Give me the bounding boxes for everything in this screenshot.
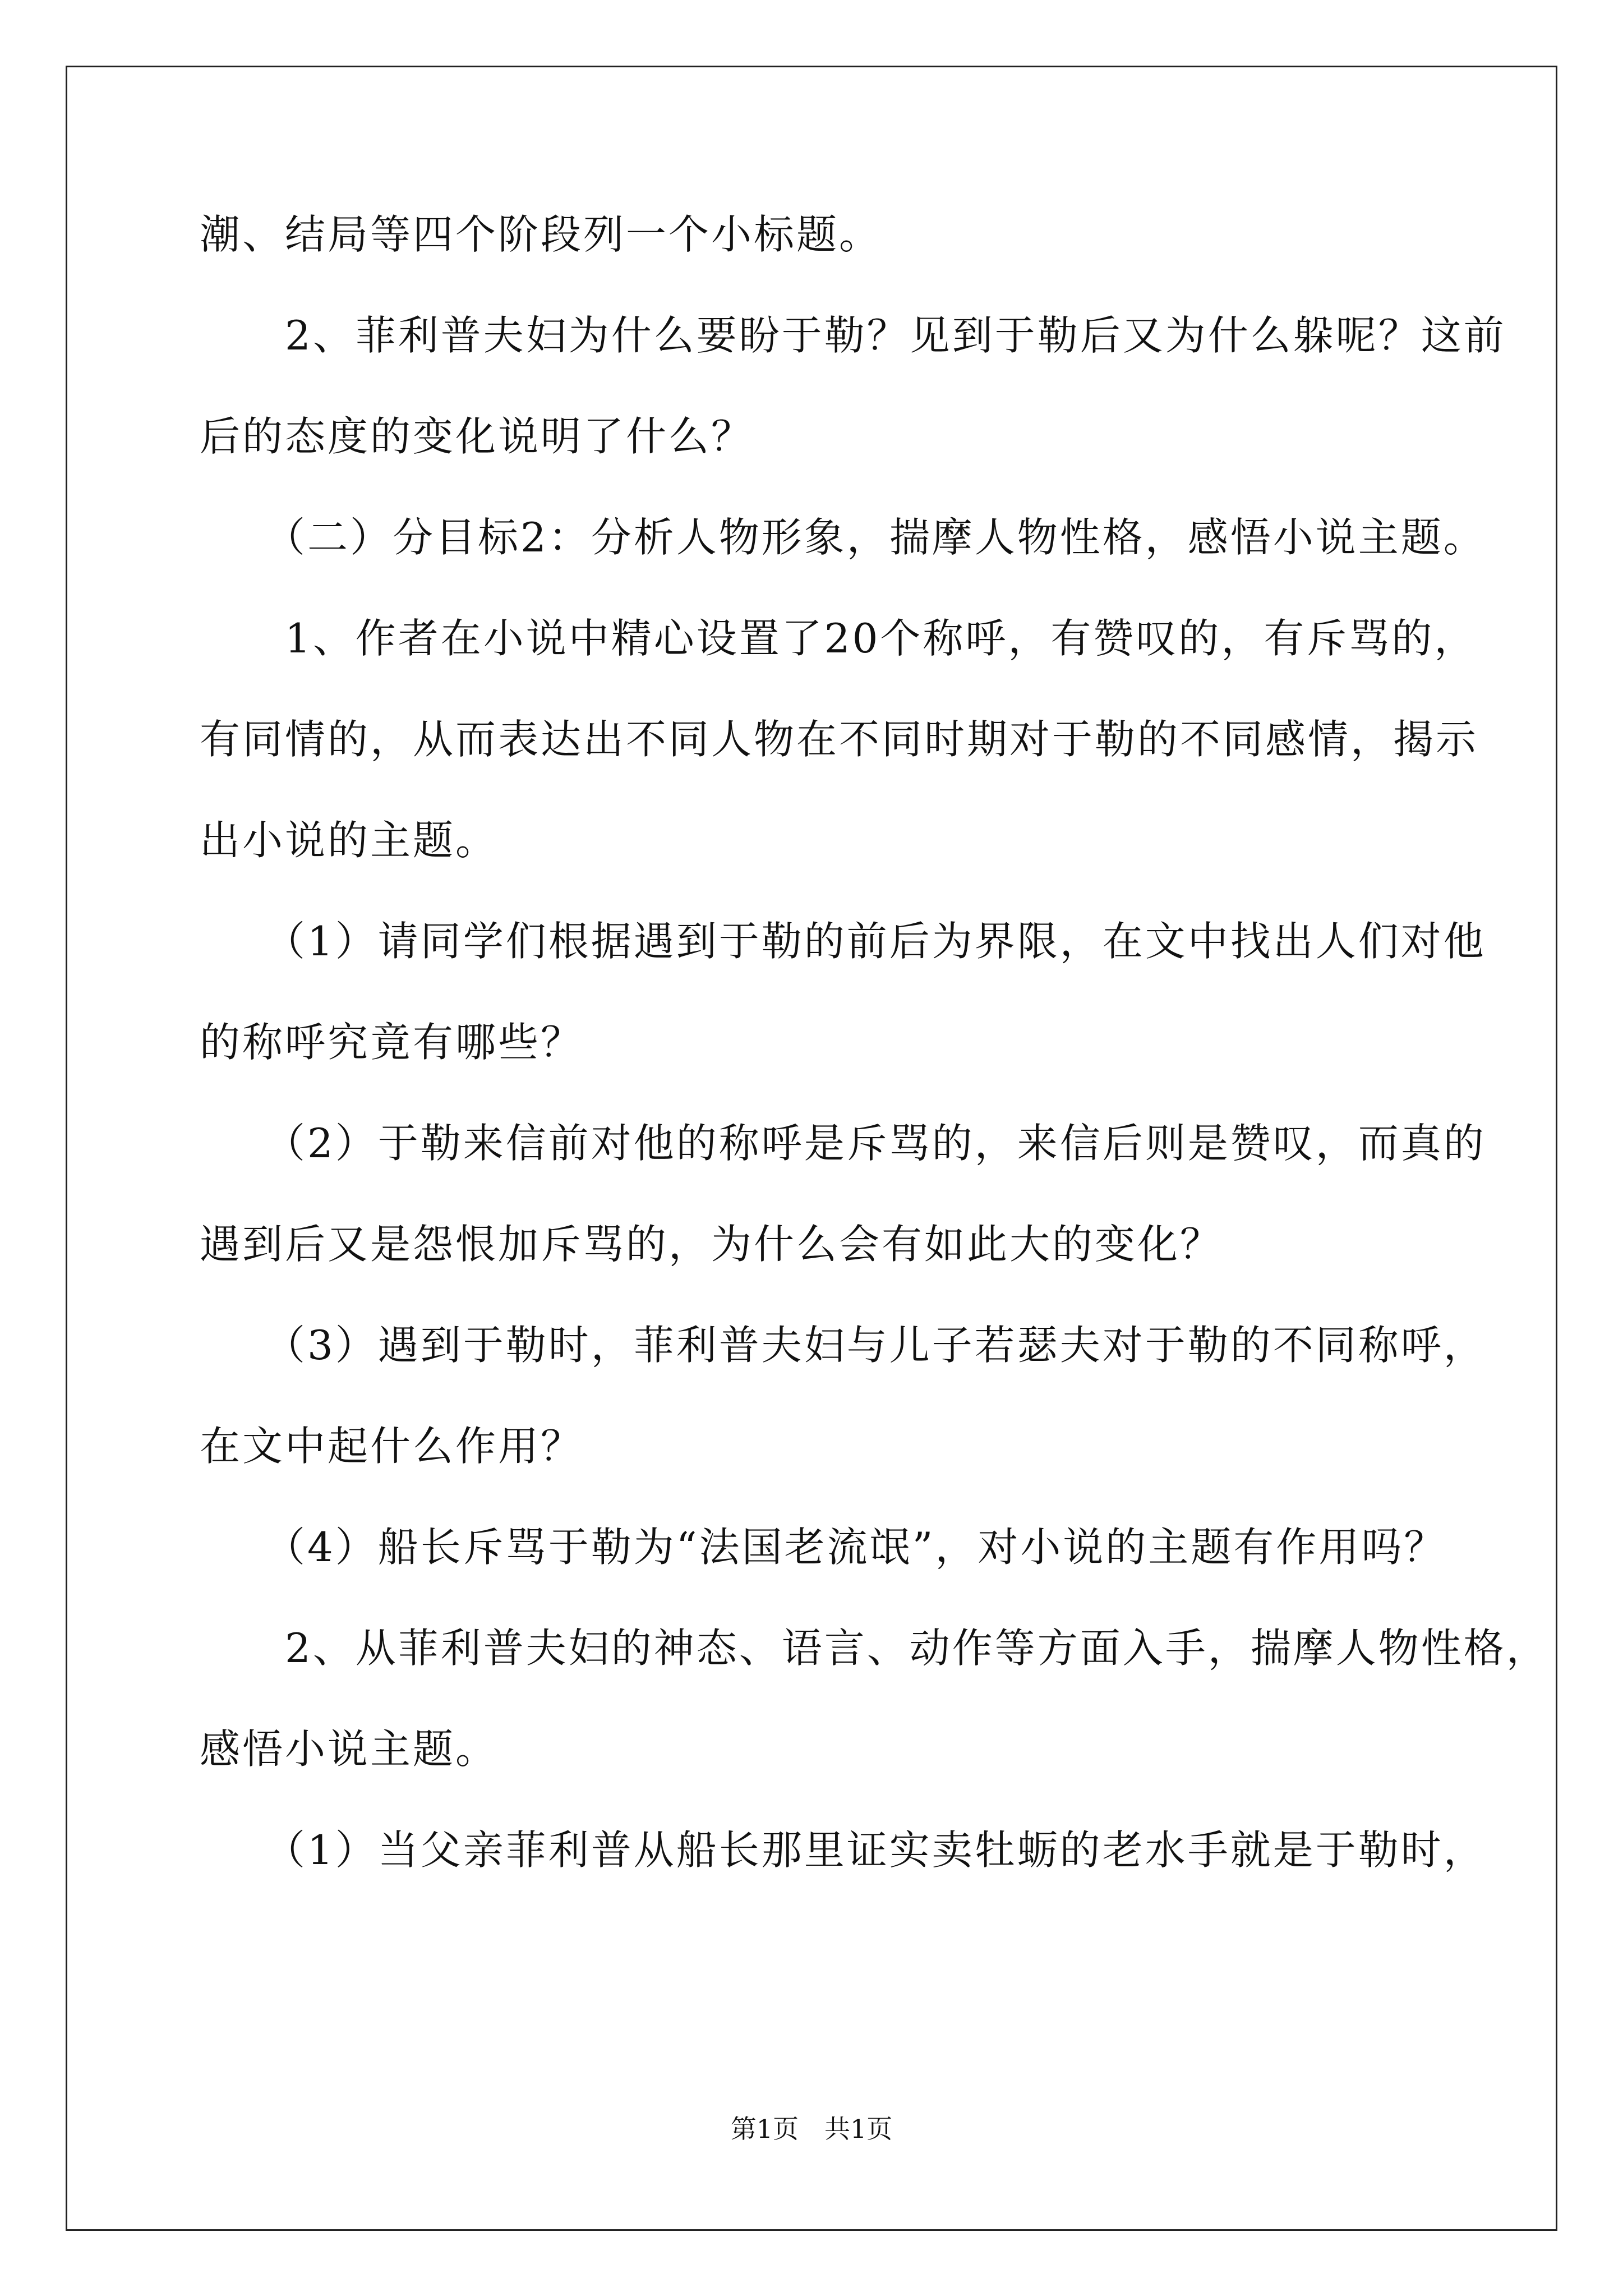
text-line: 2、菲利普夫妇为什么要盼于勒？见到于勒后又为什么躲呢？这前: [200, 312, 1506, 359]
text-line: （4）船长斥骂于勒为“法国老流氓”，对小说的主题有作用吗？: [200, 1524, 1447, 1571]
section-heading: （二）分目标2：分析人物形象，揣摩人物性格，感悟小说主题。: [200, 514, 1486, 561]
text-line: 后的态度的变化说明了什么？: [200, 413, 754, 460]
text-line: 有同情的，从而表达出不同人物在不同时期对于勒的不同感情，揭示: [200, 716, 1479, 763]
text-line: （3）遇到于勒时，菲利普夫妇与儿子若瑟夫对于勒的不同称呼，: [200, 1322, 1486, 1369]
text-line: 出小说的主题。: [200, 817, 499, 864]
text-line: （1）当父亲菲利普从船长那里证实卖牡蛎的老水手就是于勒时，: [200, 1826, 1486, 1874]
text-line: （2）于勒来信前对他的称呼是斥骂的，来信后则是赞叹，而真的: [200, 1120, 1486, 1167]
text-line: 感悟小说主题。: [200, 1726, 499, 1773]
text-line: 1、作者在小说中精心设置了20个称呼，有赞叹的，有斥骂的，: [200, 615, 1477, 662]
text-line: （1）请同学们根据遇到于勒的前后为界限，在文中找出人们对他: [200, 918, 1486, 965]
text-line: 遇到后又是怨恨加斥骂的，为什么会有如此大的变化？: [200, 1221, 1223, 1268]
text-line: 2、从菲利普夫妇的神态、语言、动作等方面入手，揣摩人物性格，: [200, 1625, 1549, 1672]
text-line: 的称呼究竟有哪些？: [200, 1019, 584, 1066]
page-footer: 第1页 共1页: [730, 2114, 893, 2144]
text-line: 潮、结局等四个阶段列一个小标题。: [200, 211, 882, 258]
text-line: 在文中起什么作用？: [200, 1423, 584, 1470]
